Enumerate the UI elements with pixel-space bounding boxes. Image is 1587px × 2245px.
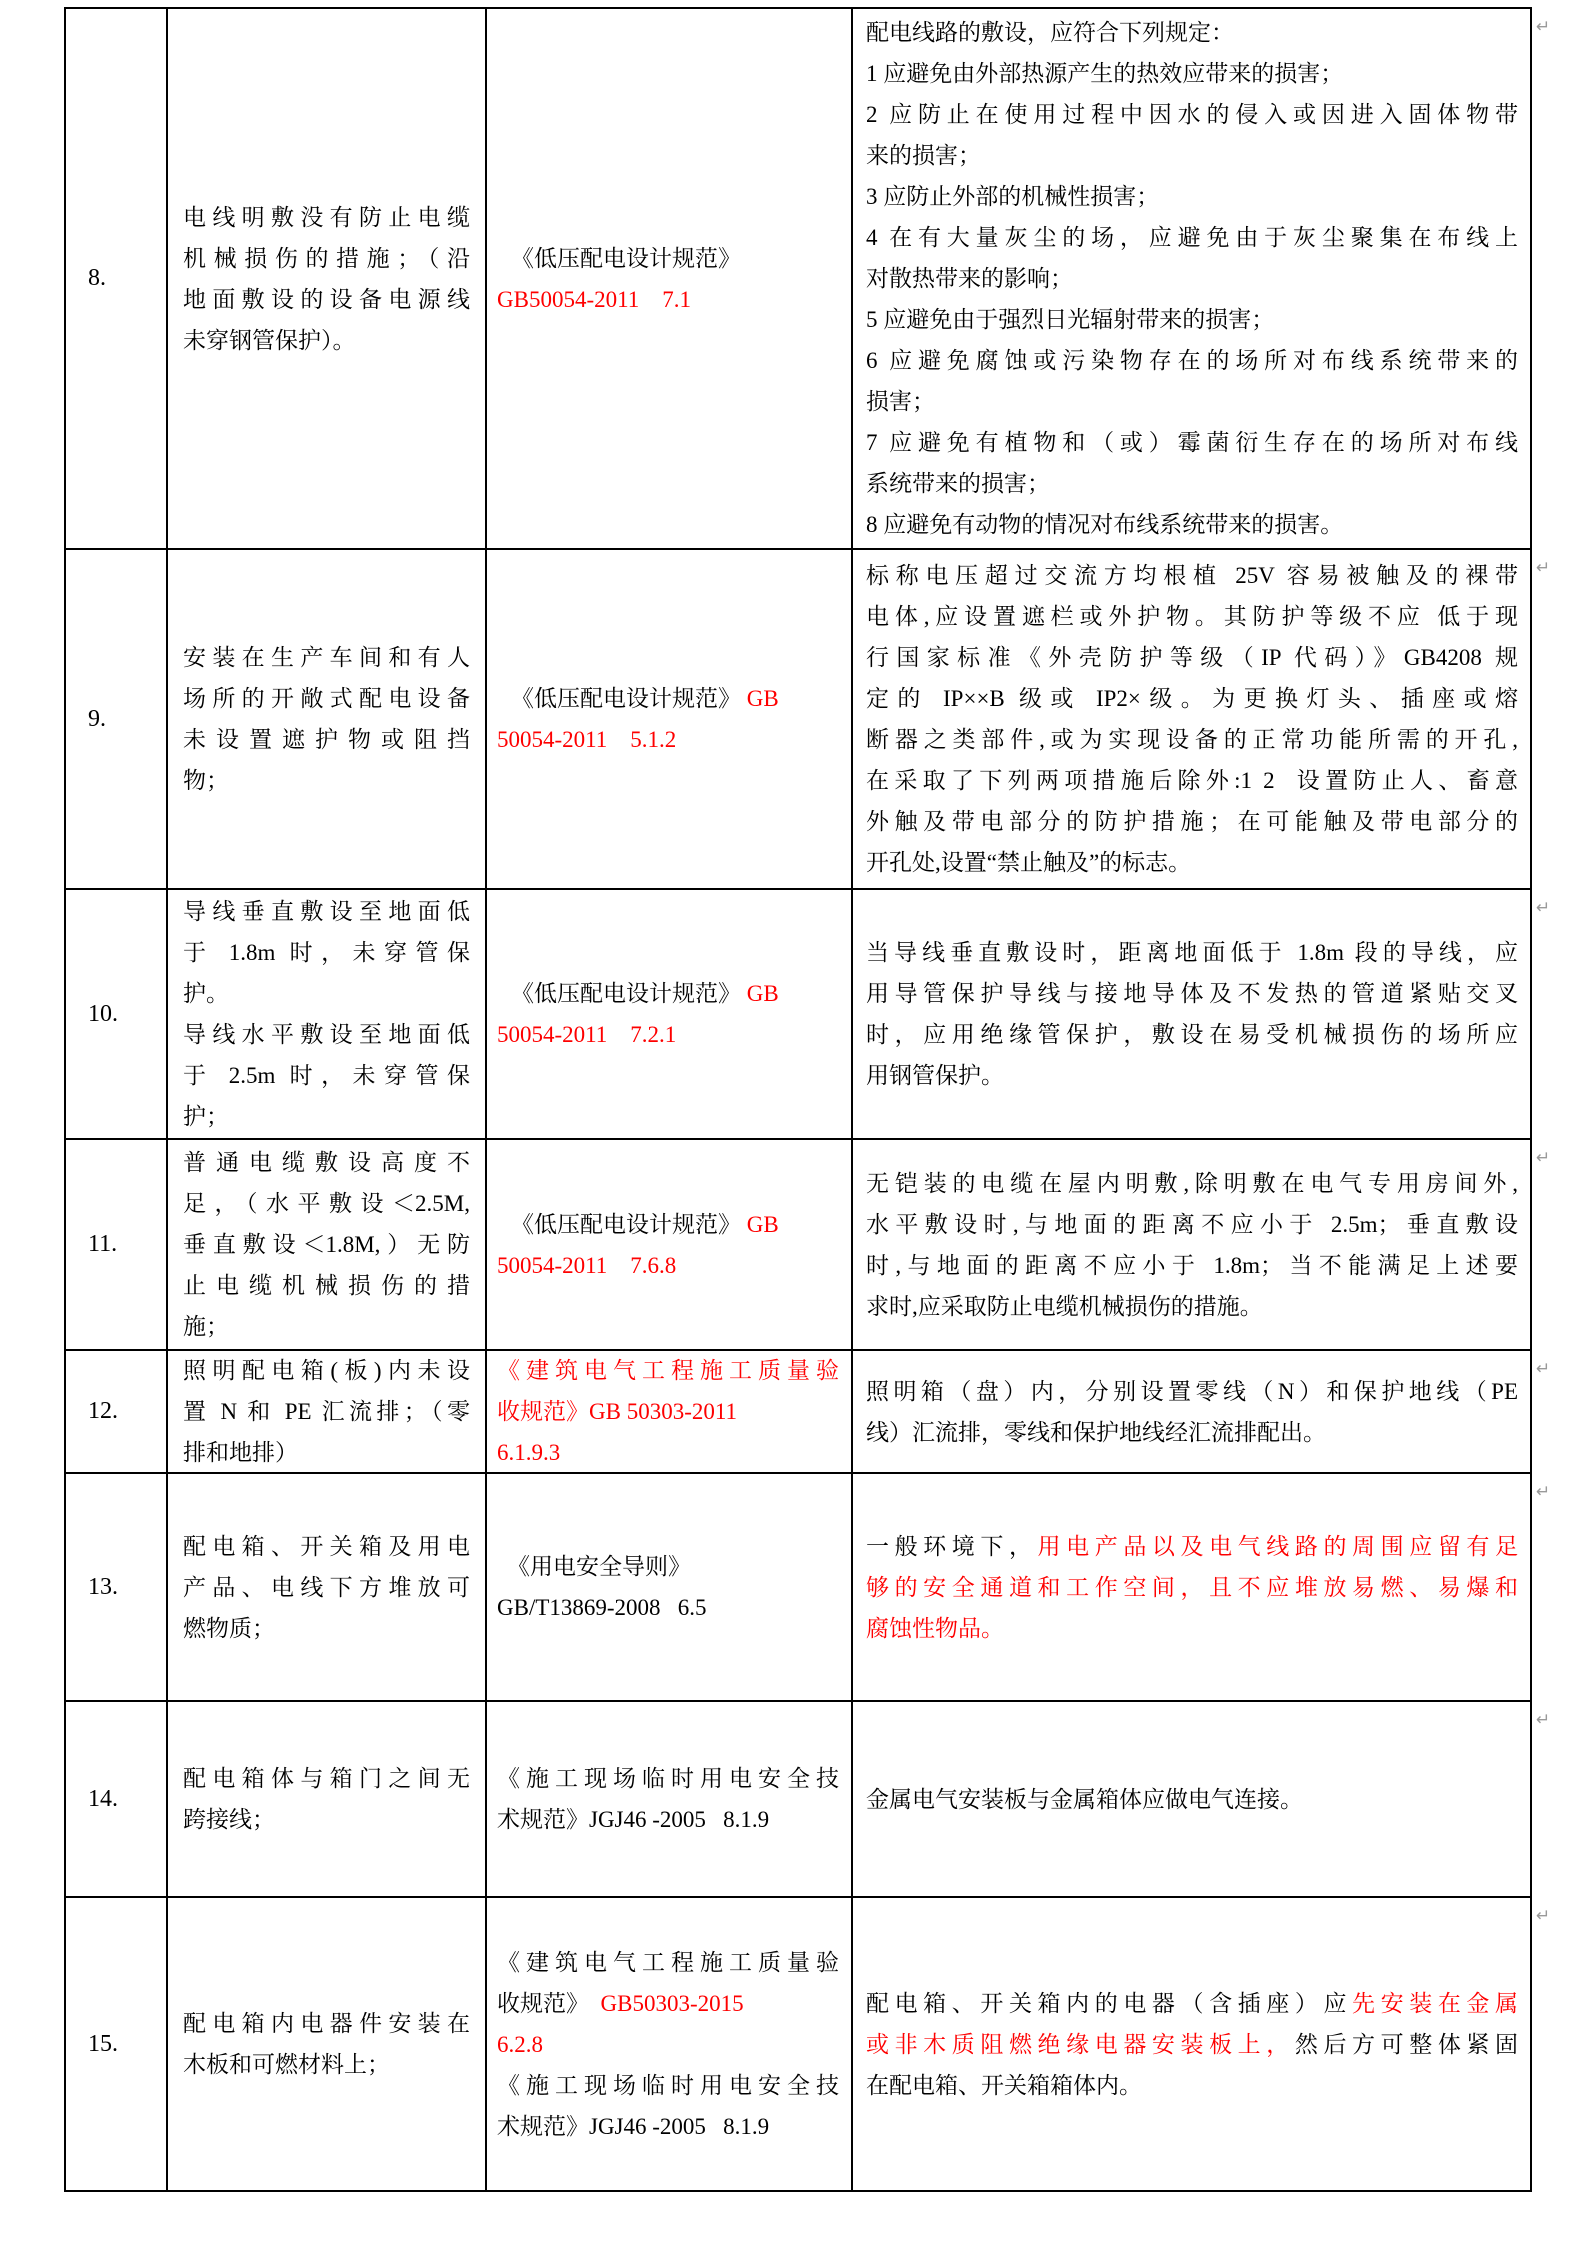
requirement-cell: [853, 1898, 1532, 2192]
standard-ref-cell: [487, 890, 853, 1140]
text-line: [866, 842, 1518, 883]
highlighted-text-run: 用电产品以及电气线路的周围应留有足: [1037, 1533, 1519, 1559]
text-line: [183, 1142, 470, 1183]
row-end-mark-icon: ↵: [1536, 1359, 1551, 1379]
row-number: [88, 1567, 166, 1608]
standard-ref-cell: [487, 1702, 853, 1898]
highlighted-text-run: GB: [741, 981, 779, 1006]
requirement-cell: [853, 1351, 1532, 1474]
text-run: 止电缆机械损伤的措: [183, 1273, 470, 1298]
text-line: [866, 53, 1518, 94]
row-number: [88, 1779, 166, 1820]
issue-cell: [168, 1351, 487, 1474]
text-line: [866, 2065, 1518, 2106]
row-end-mark-icon: ↵: [1536, 1906, 1551, 1926]
text-run: 普通电缆敷设高度不: [183, 1150, 470, 1175]
row-end-mark-icon: ↵: [1536, 898, 1551, 918]
text-run: 收规范》: [497, 1990, 601, 2016]
text-run: 物；: [183, 768, 229, 793]
text-line: [866, 504, 1518, 545]
text-line: [183, 279, 470, 320]
text-line: [497, 1983, 839, 2024]
text-run: 配电箱、开关箱内的电器（含插座）应: [866, 1990, 1353, 2016]
text-run: 一般环境下，: [866, 1533, 1038, 1559]
text-run: 时,与地面的距离不应小于 1.8m；当不能满足上述要: [866, 1252, 1518, 1278]
highlighted-text-run: 50054-2011 7.6.8: [497, 1252, 677, 1278]
text-run: 场所的开敞式配电设备: [183, 686, 470, 711]
issue-cell: [168, 1474, 487, 1702]
text-line: [497, 279, 839, 320]
text-line: [866, 2024, 1518, 2065]
text-run: GB/T13869-2008 6.5: [497, 1595, 707, 1620]
requirement-cell: [853, 1474, 1532, 1702]
text-line: [183, 973, 470, 1014]
text-run: 时，应用绝缘管保护，敷设在易受机械损伤的场所应: [866, 1022, 1518, 1047]
text-run: 水平敷设时,与地面的距离不应小于 2.5m；垂直敷设: [866, 1211, 1518, 1237]
text-line: [183, 1096, 470, 1137]
row-number-text: 14.: [88, 1785, 118, 1812]
text-run: 于 1.8m 时，未穿管保: [183, 940, 470, 965]
text-run: 2 应防止在使用过程中因水的侵入或因进入固体物带: [866, 102, 1518, 127]
issue-cell: [168, 1898, 487, 2192]
text-line: [183, 637, 470, 678]
row-end-mark-icon: ↵: [1536, 17, 1551, 37]
text-line: [497, 1351, 839, 1391]
text-line: [497, 1546, 839, 1587]
text-line: [183, 197, 470, 238]
text-line: [866, 1014, 1518, 1055]
text-run: 产品、电线下方堆放可: [183, 1574, 470, 1600]
text-line: [183, 1567, 470, 1608]
text-line: [497, 719, 839, 760]
text-line: [183, 1758, 470, 1799]
text-run: 用钢管保护。: [866, 1063, 1004, 1088]
text-run: 行国家标准《外壳防护等级（IP 代码）》GB4208 规: [866, 645, 1518, 670]
text-run: 来的损害；: [866, 143, 981, 168]
row-number: [88, 1391, 166, 1432]
text-line: [497, 1245, 839, 1286]
text-run: 4 在有大量灰尘的场，应避免由于灰尘聚集在布线上: [866, 225, 1518, 250]
text-line: [497, 973, 839, 1014]
text-run: 木板和可燃材料上；: [183, 2052, 390, 2077]
highlighted-text-run: 6.2.8: [497, 2031, 543, 2057]
text-run: 《低压配电设计规范》: [511, 981, 741, 1006]
text-run: 照明配电箱(板)内未设: [183, 1358, 470, 1383]
text-line: [183, 1432, 470, 1473]
text-line: [866, 463, 1518, 504]
standard-ref-cell: [487, 1351, 853, 1474]
highlighted-text-run: 《建筑电气工程施工质量验: [497, 1358, 839, 1383]
highlighted-text-run: 腐蚀性物品。: [866, 1615, 1004, 1641]
row-number-text: 8.: [88, 265, 106, 291]
text-run: 电线明敷没有防止电缆: [183, 204, 470, 230]
row-number-cell: [66, 1702, 168, 1898]
text-line: [866, 1245, 1518, 1286]
text-line: [183, 678, 470, 719]
text-run: 《施工现场临时用电安全技: [497, 2072, 839, 2098]
row-number-text: 10.: [88, 1000, 118, 1027]
text-line: [866, 176, 1518, 217]
text-run: 《低压配电设计规范》: [511, 686, 741, 711]
text-line: [866, 596, 1518, 637]
issue-cell: [168, 1140, 487, 1351]
text-run: 置 N 和 PE 汇流排；（零: [183, 1399, 470, 1424]
text-run: 足，（水平敷设＜2.5M,: [183, 1191, 470, 1216]
highlighted-text-run: 或非木质阻燃绝缘电器安装板上，: [866, 2031, 1295, 2057]
text-line: [497, 2106, 839, 2147]
text-line: [866, 217, 1518, 258]
text-run: 于 2.5m 时，未穿管保: [183, 1063, 470, 1088]
row-number: [88, 258, 166, 299]
text-line: [866, 1779, 1518, 1820]
text-line: [497, 1587, 839, 1628]
text-run: 外触及带电部分的防护措施；在可能触及带电部分的: [866, 809, 1518, 834]
text-run: 护。: [183, 981, 229, 1006]
row-number: [88, 2024, 166, 2065]
requirement-cell: [853, 1140, 1532, 1351]
text-line: [183, 1608, 470, 1649]
row-number-cell: [66, 1351, 168, 1474]
text-run: 《施工现场临时用电安全技: [497, 1766, 839, 1791]
text-line: [866, 381, 1518, 422]
row-end-mark-icon: ↵: [1536, 1148, 1551, 1168]
text-run: 术规范》JGJ46 -2005 8.1.9: [497, 1807, 770, 1832]
text-run: 无铠装的电缆在屋内明敷,除明敷在电气专用房间外,: [866, 1170, 1518, 1196]
text-line: [183, 719, 470, 760]
text-line: [866, 94, 1518, 135]
standard-ref-cell: [487, 1140, 853, 1351]
text-line: [183, 760, 470, 801]
row-number: [88, 699, 166, 740]
text-line: [866, 422, 1518, 463]
text-run: 配电箱体与箱门之间无: [183, 1766, 470, 1791]
text-run: 用导管保护导线与接地导体及不发热的管道紧贴交叉: [866, 981, 1518, 1006]
text-run: 金属电气安装板与金属箱体应做电气连接。: [866, 1786, 1303, 1812]
text-line: [183, 1526, 470, 1567]
text-line: [866, 719, 1518, 760]
text-line: [866, 678, 1518, 719]
text-line: [866, 1163, 1518, 1204]
text-run: 《低压配电设计规范》: [511, 1211, 741, 1237]
text-line: [183, 2003, 470, 2044]
text-line: [497, 1014, 839, 1055]
row-number-cell: [66, 1474, 168, 1702]
text-line: [866, 1286, 1518, 1327]
text-line: [866, 1412, 1518, 1453]
text-line: [866, 1983, 1518, 2024]
text-line: [866, 1526, 1518, 1567]
row-number-cell: [66, 550, 168, 890]
text-line: [866, 340, 1518, 381]
row-number-text: 12.: [88, 1398, 118, 1424]
text-run: 机械损伤的措施；（沿: [183, 245, 470, 271]
text-line: [866, 801, 1518, 842]
text-run: 当导线垂直敷设时，距离地面低于 1.8m 段的导线，应: [866, 940, 1518, 965]
text-run: 3 应防止外部的机械性损害；: [866, 184, 1160, 209]
row-number-cell: [66, 890, 168, 1140]
text-run: 导线垂直敷设至地面低: [183, 899, 470, 924]
text-line: [183, 2044, 470, 2085]
text-run: 术规范》JGJ46 -2005 8.1.9: [497, 2113, 770, 2139]
issue-cell: [168, 550, 487, 890]
text-line: [866, 637, 1518, 678]
text-line: [866, 299, 1518, 340]
text-line: [497, 1799, 839, 1840]
text-line: [497, 1391, 839, 1432]
text-line: [866, 760, 1518, 801]
text-run: 断器之类部件,或为实现设备的正常功能所需的开孔,: [866, 727, 1518, 752]
text-line: [866, 12, 1518, 53]
text-line: [183, 238, 470, 279]
text-line: [866, 555, 1518, 596]
row-number: [88, 994, 166, 1035]
requirement-cell: [853, 9, 1532, 550]
text-run: 7 应避免有植物和（或）霉菌衍生存在的场所对布线: [866, 430, 1518, 455]
text-run: 在配电箱、开关箱箱体内。: [866, 2072, 1142, 2098]
text-run: 6 应避免腐蚀或污染物存在的场所对布线系统带来的: [866, 348, 1518, 373]
text-line: [183, 320, 470, 361]
issue-cell: [168, 9, 487, 550]
text-run: 安装在生产车间和有人: [183, 645, 470, 670]
text-line: [866, 258, 1518, 299]
text-line: [497, 1204, 839, 1245]
highlighted-text-run: 50054-2011 7.2.1: [497, 1022, 677, 1047]
text-run: 《低压配电设计规范》: [511, 245, 741, 271]
text-line: [866, 135, 1518, 176]
text-line: [497, 2065, 839, 2106]
highlighted-text-run: GB: [741, 686, 779, 711]
text-run: 未设置遮护物或阻挡: [183, 727, 470, 752]
row-number-text: 15.: [88, 2030, 118, 2057]
highlighted-text-run: 6.1.9.3: [497, 1440, 561, 1465]
text-run: 系统带来的损害；: [866, 471, 1050, 496]
text-run: 《建筑电气工程施工质量验: [497, 1949, 839, 1975]
text-run: 未穿钢管保护）。: [183, 327, 356, 353]
text-line: [497, 678, 839, 719]
text-run: 电体,应设置遮栏或外护物。其防护等级不应 低于现: [866, 604, 1518, 629]
text-line: [183, 1391, 470, 1432]
text-run: 照明箱（盘）内，分别设置零线（N）和保护地线（PE: [866, 1378, 1518, 1404]
row-number-cell: [66, 1898, 168, 2192]
row-number-cell: [66, 1140, 168, 1351]
text-line: [866, 1567, 1518, 1608]
requirement-cell: [853, 1702, 1532, 1898]
text-line: [866, 973, 1518, 1014]
text-line: [183, 1265, 470, 1306]
text-line: [497, 1942, 839, 1983]
text-run: 配电线路的敷设，应符合下列规定：: [866, 20, 1234, 45]
text-run: 1 应避免由外部热源产生的热效应带来的损害；: [866, 61, 1344, 86]
text-run: 地面敷设的设备电源线: [183, 286, 470, 312]
text-line: [497, 2024, 839, 2065]
highlighted-text-run: 先安装在金属: [1352, 1990, 1519, 2016]
text-line: [866, 932, 1518, 973]
text-line: [866, 1371, 1518, 1412]
text-run: 《用电安全导则》: [507, 1554, 691, 1579]
text-run: 损害；: [866, 389, 935, 414]
text-run: 5 应避免由于强烈日光辐射带来的损害；: [866, 307, 1275, 332]
text-run: 求时,应采取防止电缆机械损伤的措施。: [866, 1293, 1263, 1319]
issue-cell: [168, 1702, 487, 1898]
standard-ref-cell: [487, 9, 853, 550]
standard-ref-cell: [487, 1898, 853, 2192]
text-line: [183, 1306, 470, 1347]
text-run: 跨接线；: [183, 1807, 275, 1832]
text-line: [183, 932, 470, 973]
highlighted-text-run: GB: [741, 1211, 779, 1237]
text-run: 燃物质；: [183, 1615, 275, 1641]
text-run: 配电箱内电器件安装在: [183, 2011, 470, 2036]
issue-cell: [168, 890, 487, 1140]
highlighted-text-run: 够的安全通道和工作空间，且不应堆放易燃、易爆和: [866, 1574, 1518, 1600]
text-line: [497, 1758, 839, 1799]
text-run: 线）汇流排，零线和保护地线经汇流排配出。: [866, 1419, 1326, 1445]
text-run: 8 应避免有动物的情况对布线系统带来的损害。: [866, 512, 1344, 537]
text-run: 然后方可整体紧固: [1294, 2031, 1519, 2057]
text-run: 配电箱、开关箱及用电: [183, 1533, 470, 1559]
highlighted-text-run: GB50054-2011 7.1: [497, 286, 692, 312]
standard-ref-cell: [487, 1474, 853, 1702]
text-line: [866, 1204, 1518, 1245]
text-run: 定的 IP××B 级或 IP2×级。为更换灯头、插座或熔: [866, 686, 1518, 711]
text-line: [183, 1014, 470, 1055]
standard-ref-cell: [487, 550, 853, 890]
text-run: 标称电压超过交流方均根植 25V 容易被触及的裸带: [866, 563, 1518, 588]
text-line: [183, 1799, 470, 1840]
highlighted-text-run: 收规范》GB 50303-2011: [497, 1399, 738, 1424]
text-line: [183, 891, 470, 932]
row-number-cell: [66, 9, 168, 550]
requirement-cell: [853, 890, 1532, 1140]
text-run: 施；: [183, 1314, 229, 1339]
text-run: 护；: [183, 1104, 229, 1129]
row-number-text: 9.: [88, 705, 106, 732]
text-run: 垂直敷设＜1.8M,）无防: [183, 1232, 470, 1257]
requirement-cell: [853, 550, 1532, 890]
text-run: 对散热带来的影响；: [866, 266, 1073, 291]
text-run: 开孔处,设置“禁止触及”的标志。: [866, 850, 1192, 875]
text-run: 排和地排）: [183, 1440, 298, 1465]
text-line: [497, 1432, 839, 1473]
text-run: 在采取了下列两项措施后除外:1 2 设置防止人、畜意: [866, 768, 1518, 793]
text-line: [866, 1055, 1518, 1096]
text-line: [183, 1351, 470, 1391]
inspection-table: [64, 7, 1532, 2192]
text-line: [497, 238, 839, 279]
text-line: [183, 1224, 470, 1265]
row-end-mark-icon: ↵: [1536, 1710, 1551, 1730]
row-end-mark-icon: ↵: [1536, 1482, 1551, 1502]
text-line: [183, 1183, 470, 1224]
text-run: 导线水平敷设至地面低: [183, 1022, 470, 1047]
row-number-text: 11.: [88, 1231, 118, 1257]
text-line: [183, 1055, 470, 1096]
highlighted-text-run: GB50303-2015: [600, 1990, 744, 2016]
row-number-text: 13.: [88, 1573, 118, 1600]
row-number: [88, 1224, 166, 1265]
text-line: [866, 1608, 1518, 1649]
row-end-mark-icon: ↵: [1536, 558, 1551, 578]
highlighted-text-run: 50054-2011 5.1.2: [497, 727, 677, 752]
